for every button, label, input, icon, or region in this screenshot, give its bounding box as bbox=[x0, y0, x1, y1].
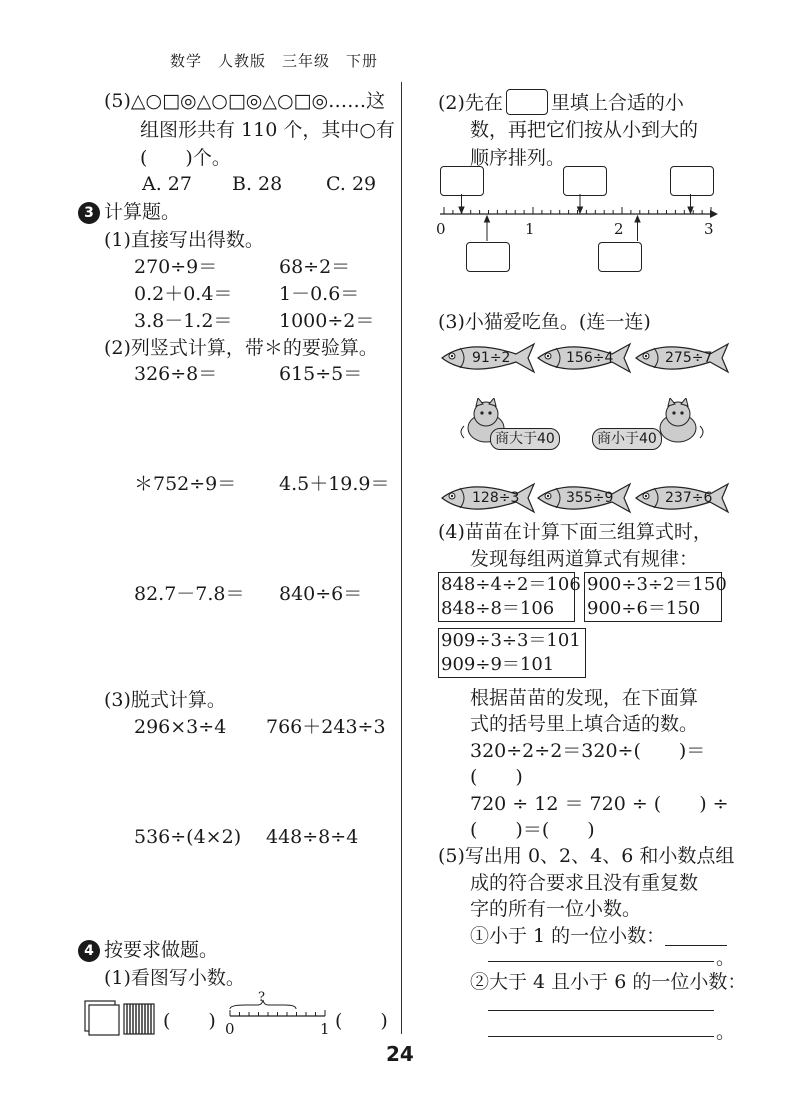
s4-part1-title: (1)看图写小数。 bbox=[104, 967, 245, 989]
fish-label: 91÷2 bbox=[472, 350, 511, 366]
p1-item: 3.8－1.2＝ bbox=[134, 310, 233, 332]
part2-title: (2)列竖式计算，带＊的要验算。 bbox=[104, 337, 378, 359]
pattern-group-2 bbox=[584, 572, 727, 622]
r-q5-b: ②大于 4 且小于 6 的一位小数： bbox=[470, 971, 747, 993]
group-equation: 900÷6＝150 bbox=[587, 598, 701, 619]
answer-paren-1[interactable]: ( ) bbox=[163, 1010, 216, 1032]
p1-item: 270÷9＝ bbox=[134, 256, 218, 278]
section-3-heading bbox=[78, 200, 180, 224]
numline-label: 0 bbox=[436, 220, 446, 238]
q5-option-b: B. 28 bbox=[232, 173, 283, 195]
section-4-title: 按要求做题。 bbox=[104, 939, 219, 961]
answer-box[interactable] bbox=[598, 242, 642, 272]
p1-item: 0.2＋0.4＝ bbox=[134, 283, 233, 305]
part3-title: (3)脱式计算。 bbox=[104, 689, 226, 711]
p2-item: 840÷6＝ bbox=[279, 583, 363, 605]
fish-label: 355÷9 bbox=[566, 490, 614, 506]
number-line-zero: 0 bbox=[225, 1020, 235, 1038]
r-q2-line3: 顺序排列。 bbox=[470, 147, 566, 169]
pattern-group-3 bbox=[438, 628, 586, 678]
r-q4-line1: (4)苗苗在计算下面三组算式时， bbox=[438, 521, 712, 543]
answer-line[interactable] bbox=[665, 927, 727, 946]
q5-line2: 组图形共有 110 个，其中○有 bbox=[140, 119, 395, 141]
group-equation: 848÷4÷2＝106 bbox=[441, 574, 581, 595]
group-equation: 848÷8＝106 bbox=[441, 598, 555, 619]
group-equation: 909÷9＝101 bbox=[441, 654, 555, 675]
sign-greater-than-40[interactable]: 商大于40 bbox=[490, 428, 560, 450]
part1-title: (1)直接写出得数。 bbox=[104, 229, 264, 251]
numline-label: 1 bbox=[525, 220, 535, 238]
r-q4-line4: 式的括号里上填合适的数。 bbox=[470, 713, 699, 735]
p3-item: 296×3÷4 bbox=[134, 716, 227, 738]
running-header: 数学 人教版 三年级 下册 bbox=[170, 52, 379, 70]
fish-label: 275÷7 bbox=[665, 350, 713, 366]
sign-less-than-40[interactable]: 商小于40 bbox=[592, 428, 662, 450]
r-q4-line2: 发现每组两道算式有规律： bbox=[470, 548, 699, 570]
p1-item: 1000÷2＝ bbox=[279, 310, 375, 332]
column-divider bbox=[401, 82, 402, 1034]
r-q4-eq1b[interactable]: ( ) bbox=[470, 766, 523, 788]
section-3-title: 计算题。 bbox=[104, 201, 181, 223]
r-q4-eq2a[interactable]: 720 ÷ 12 ＝ 720 ÷ ( ) ÷ bbox=[470, 793, 729, 815]
r-q5-line1: (5)写出用 0、2、4、6 和小数点组 bbox=[438, 845, 735, 867]
fish-label: 237÷6 bbox=[665, 490, 713, 506]
q5-line3: ( )个。 bbox=[140, 147, 231, 169]
number-line-one: 1 bbox=[320, 1020, 330, 1038]
fish-label: 128÷3 bbox=[472, 490, 520, 506]
answer-box[interactable] bbox=[466, 242, 510, 272]
r-q5-a: ①小于 1 的一位小数： bbox=[470, 924, 727, 948]
r-q2-line1: (2)先在 里填上合适的小 bbox=[438, 89, 684, 115]
p3-item: 448÷8÷4 bbox=[266, 826, 359, 848]
answer-line[interactable] bbox=[488, 1010, 714, 1011]
r-q2-line2: 数，再把它们按从小到大的 bbox=[470, 119, 699, 141]
pattern-group-1 bbox=[438, 572, 581, 622]
p2-item: ＊752÷9＝ bbox=[134, 473, 237, 495]
fish-label: 156÷4 bbox=[566, 350, 614, 366]
p2-item: 615÷5＝ bbox=[279, 363, 363, 385]
answer-line[interactable] bbox=[488, 961, 714, 962]
p1-item: 1－0.6＝ bbox=[279, 283, 360, 305]
r-q4-line3: 根据苗苗的发现，在下面算 bbox=[470, 687, 699, 709]
q5-option-c: C. 29 bbox=[326, 173, 377, 195]
decimal-number-line bbox=[432, 192, 722, 246]
p3-item: 766＋243÷3 bbox=[266, 716, 386, 738]
number-line-question-mark: ? bbox=[258, 990, 265, 1005]
r-q4-eq2b[interactable]: ( )＝( ) bbox=[470, 819, 595, 841]
small-number-line bbox=[225, 994, 335, 1028]
numline-label: 3 bbox=[704, 220, 714, 238]
numline-label: 2 bbox=[614, 220, 624, 238]
fill-box-example bbox=[506, 89, 548, 115]
section-4-heading bbox=[78, 938, 218, 962]
section-4-badge: 4 bbox=[78, 940, 100, 962]
p1-item: 68÷2＝ bbox=[279, 256, 351, 278]
p3-item: 536÷(4×2) bbox=[134, 826, 242, 848]
p2-item: 4.5＋19.9＝ bbox=[279, 473, 390, 495]
q5-line1: (5)△○□◎△○□◎△○□◎……这 bbox=[104, 90, 386, 112]
group-equation: 900÷3÷2＝150 bbox=[587, 574, 727, 595]
period: 。 bbox=[716, 1021, 736, 1043]
p2-item: 82.7－7.8＝ bbox=[134, 583, 245, 605]
r-q5-line2: 成的符合要求且没有重复数 bbox=[470, 872, 699, 894]
decimal-squares-figure bbox=[84, 1000, 156, 1036]
period: 。 bbox=[716, 947, 736, 969]
q5-option-a: A. 27 bbox=[142, 173, 192, 195]
section-3-badge: 3 bbox=[78, 202, 100, 224]
p2-item: 326÷8＝ bbox=[134, 363, 218, 385]
r-q5-line3: 字的所有一位小数。 bbox=[470, 898, 642, 920]
answer-line[interactable] bbox=[488, 1036, 714, 1037]
r-q4-eq1a[interactable]: 320÷2÷2＝320÷( )＝ bbox=[470, 740, 706, 762]
r-q3-title: (3)小猫爱吃鱼。(连一连) bbox=[438, 311, 651, 333]
answer-paren-2[interactable]: ( ) bbox=[335, 1010, 388, 1032]
group-equation: 909÷3÷3＝101 bbox=[441, 630, 581, 651]
page-number: 24 bbox=[386, 1042, 414, 1066]
